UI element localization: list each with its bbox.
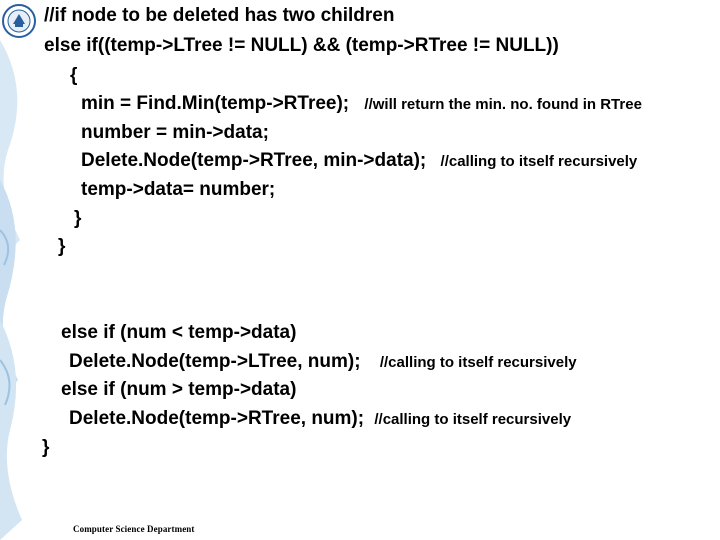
code-line-delete-node-rtree bbox=[69, 408, 571, 431]
code-text: //if node to be deleted has two children bbox=[44, 5, 395, 26]
code-text: else if (num > temp->data) bbox=[61, 379, 297, 400]
code-line-else-if-less bbox=[61, 322, 296, 344]
code-text: number = min->data; bbox=[81, 122, 269, 143]
code-text: } bbox=[74, 208, 82, 229]
side-decoration-band bbox=[0, 0, 40, 540]
code-line-comment-header bbox=[44, 5, 394, 27]
code-line-find-min bbox=[81, 93, 642, 116]
code-text: { bbox=[70, 65, 78, 86]
code-line-else-if-greater bbox=[61, 379, 296, 401]
code-text: Delete.Node(temp->RTree, min->data); bbox=[81, 150, 427, 171]
code-line-delete-node-ltree bbox=[69, 351, 577, 374]
university-seal-icon bbox=[2, 4, 36, 38]
code-text: Delete.Node(temp->RTree, num); bbox=[69, 408, 365, 429]
code-text: } bbox=[42, 437, 50, 458]
code-text: } bbox=[58, 236, 66, 257]
code-line-assign-data bbox=[81, 179, 275, 201]
footer-department: Computer Science Department bbox=[73, 524, 195, 534]
code-comment: //calling to itself recursively bbox=[374, 411, 572, 428]
code-comment: //calling to itself recursively bbox=[440, 153, 638, 170]
code-comment: //will return the min. no. found in RTree bbox=[364, 96, 642, 113]
code-line-delete-node-rtree-min bbox=[81, 150, 637, 173]
band-pattern bbox=[0, 0, 40, 540]
code-text: else if((temp->LTree != NULL) && (temp->RTree != NULL)) bbox=[44, 35, 559, 56]
code-line-close-brace-final bbox=[42, 437, 49, 459]
code-line-open-brace bbox=[70, 65, 77, 87]
code-line-close-brace-inner bbox=[74, 208, 81, 230]
code-line-else-if-two-children bbox=[44, 35, 559, 57]
code-line-assign-number bbox=[81, 122, 269, 144]
code-text: Delete.Node(temp->LTree, num); bbox=[69, 351, 361, 372]
code-text: min = Find.Min(temp->RTree); bbox=[81, 93, 350, 114]
code-line-close-brace-outer bbox=[58, 236, 65, 258]
code-text: else if (num < temp->data) bbox=[61, 322, 297, 343]
code-text: temp->data= number; bbox=[81, 179, 276, 200]
code-comment: //calling to itself recursively bbox=[379, 354, 577, 371]
